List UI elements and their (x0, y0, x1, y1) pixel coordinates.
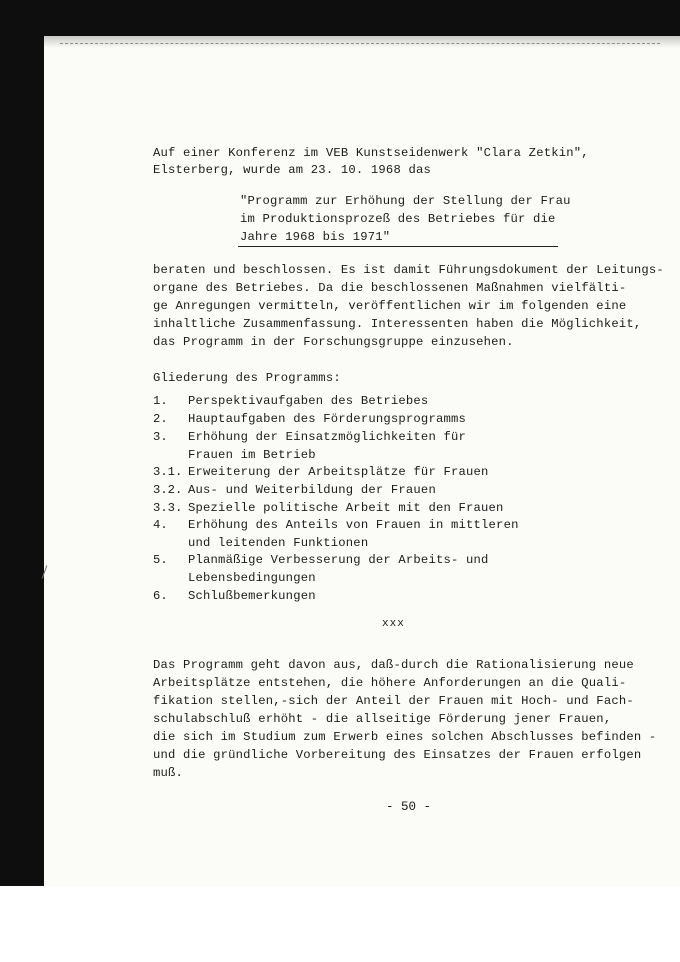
page-top-shadow (44, 36, 680, 48)
outline-item: Hauptaufgaben des Förderungsprogramms (188, 412, 467, 426)
outline-item: Planmäßige Verbesserung der Arbeits- und (188, 553, 489, 567)
paragraph-2-line: fikation stellen,-sich der Anteil der Frauen mit Hoch- und Fach- (153, 694, 634, 708)
outline-number: 5. (153, 553, 168, 567)
intro-line: Elsterberg, wurde am 23. 10. 1968 das (153, 163, 432, 177)
outline-heading: Gliederung des Programms: (153, 371, 341, 385)
scan-margin-bottom (0, 886, 680, 962)
outline-item: Erweiterung der Arbeitsplätze für Frauen (188, 465, 489, 479)
outline-item-continuation: Lebensbedingungen (188, 571, 316, 585)
program-title-line: "Programm zur Erhöhung der Stellung der Frau (240, 194, 571, 208)
outline-item: Perspektivaufgaben des Betriebes (188, 394, 429, 408)
outline-item: Schlußbemerkungen (188, 589, 316, 603)
outline-item-continuation: und leitenden Funktionen (188, 536, 369, 550)
program-title-line: Jahre 1968 bis 1971" (240, 230, 391, 244)
paragraph-2-line: und die gründliche Vorbereitung des Einsatzes der Frauen erfolgen (153, 748, 642, 762)
paragraph-2-line: schulabschluß erhöht - die allseitige Förderung jener Frauen, (153, 712, 612, 726)
outline-number: 4. (153, 518, 168, 532)
paragraph-2-line: die sich im Studium zum Erwerb eines solchen Abschlusses befinden - (153, 730, 657, 744)
outline-item-continuation: Frauen im Betrieb (188, 448, 316, 462)
scan-border-left (0, 0, 44, 886)
outline-item: Erhöhung der Einsatzmöglichkeiten für (188, 430, 467, 444)
paragraph-2-line: Arbeitsplätze entstehen, die höhere Anforderungen an die Quali- (153, 676, 627, 690)
scan-border-top (0, 0, 680, 36)
outline-number: 2. (153, 412, 168, 426)
intro-line: Auf einer Konferenz im VEB Kunstseidenwerk "Clara Zetkin", (153, 146, 589, 160)
page-top-edge (60, 43, 660, 45)
outline-number: 3. (153, 430, 168, 444)
program-title-line: im Produktionsprozeß des Betriebes für die (240, 212, 556, 226)
paragraph-2-line: muß. (153, 766, 184, 780)
outline-number: 3.1. (153, 465, 183, 479)
paragraph-1-line: ge Anregungen vermitteln, veröffentlichen wir im folgenden eine (153, 299, 627, 313)
title-underline (238, 246, 558, 247)
paragraph-1-line: das Programm in der Forschungsgruppe einzusehen. (153, 335, 514, 349)
outline-number: 6. (153, 589, 168, 603)
outline-item: Erhöhung des Anteils von Frauen in mittleren (188, 518, 519, 532)
outline-number: 3.3. (153, 501, 183, 515)
paragraph-1-line: beraten und beschlossen. Es ist damit Führungsdokument der Leitungs- (153, 263, 664, 277)
paragraph-1-line: inhaltliche Zusammenfassung. Interessenten haben die Möglichkeit, (153, 317, 642, 331)
section-separator: xxx (382, 618, 405, 630)
paragraph-1-line: organe des Betriebes. Da die beschlossenen Maßnahmen vielfälti- (153, 281, 627, 295)
page-number: - 50 - (386, 800, 432, 814)
outline-item: Spezielle politische Arbeit mit den Frauen (188, 501, 504, 515)
outline-number: 1. (153, 394, 168, 408)
outline-number: 3.2. (153, 483, 183, 497)
outline-item: Aus- und Weiterbildung der Frauen (188, 483, 436, 497)
paragraph-2-line: Das Programm geht davon aus, daß-durch die Rationalisierung neue (153, 658, 634, 672)
